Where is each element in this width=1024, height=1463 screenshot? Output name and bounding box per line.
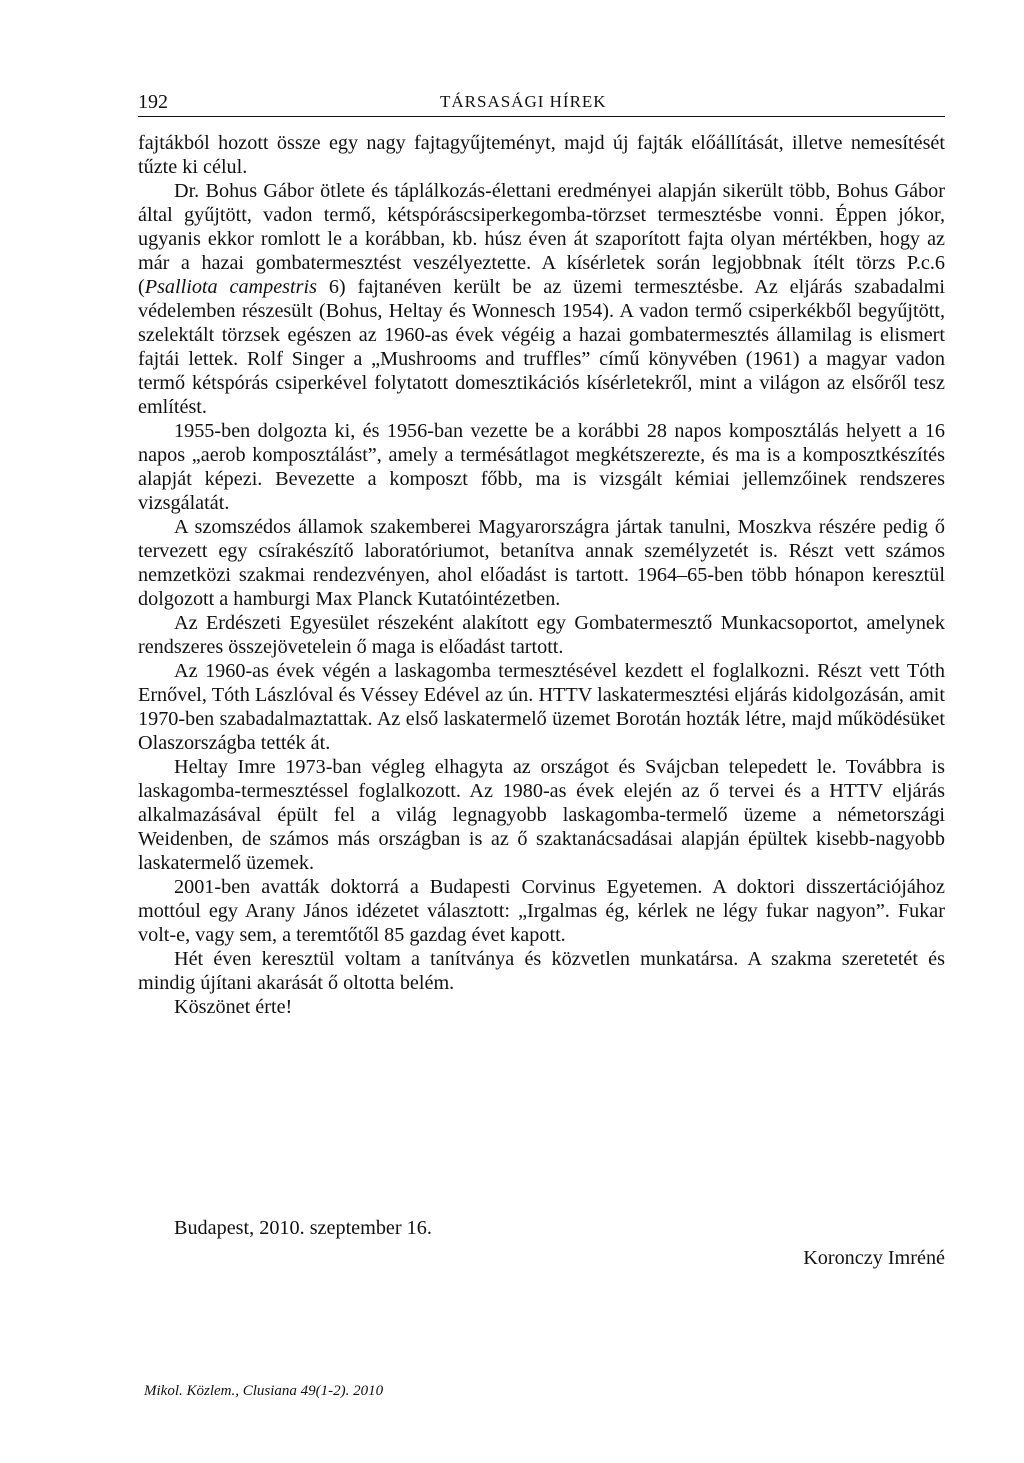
paragraph-6: Az 1960-as évek végén a laskagomba termesztésével kezdett el foglalkozni. Részt vett Tóth Ernővel, Tóth Lászlóval és Véssey Edével az ún. HTTV laskatermesztési eljárás kidolgozásán, amit 1970-ben szabadalmaztattak. Az első laskatermelő üzemet Borotán hozták létre, majd működésüket Olaszországba tették át.	[138, 660, 945, 754]
paragraph-9: Hét éven keresztül voltam a tanítványa és közvetlen munkatársa. A szakma szeretetét és mindig újítani akarását ő oltotta belém.	[138, 948, 945, 994]
paragraph-1: fajtákból hozott össze egy nagy fajtagyűjteményt, majd új fajták előállítását, illetve nemesítését tűzte ki célul.	[138, 132, 945, 178]
paragraph-10: Köszönet érte!	[174, 996, 293, 1018]
paragraph-3: 1955-ben dolgozta ki, és 1956-ban vezette be a korábbi 28 napos komposztálás helyett a 16 napos „aerob komposztálást”, amely a termésátlagot megkétszerezte, és ma is a komposztkészítés alapját képezi. Bevezette a komposzt főbb, ma is vizsgált kémiai jellemzőinek rendszeres vizsgálatát.	[138, 420, 945, 514]
paragraph-2-start: Dr. Bohus Gábor ötlete és táplálkozás-élettani eredményei alapján sikerült több, Bohus Gábor által gyűjtött, vadon termő, kétspóráscsiperkegomba-törzset termesztésbe vonni. Éppen jókor, ugyanis ekkor romlott le a korábban, kb. húsz éven át szaporított fajta olyan mértékben, hogy az már a hazai gombatermesztést veszélyeztette. A kísérletek során legjobbnak ítélt törzs P.c.6 (	[138, 180, 945, 298]
paragraph-8: 2001-ben avatták doktorrá a Budapesti Corvinus Egyetemen. A doktori disszertációjához mottóul egy Arany János idézetet választott: „Irgalmas ég, kérlek ne légy fukar nagyon”. Fukar volt-e, vagy sem, a teremtőtől 85 gazdag évet kapott.	[138, 876, 945, 946]
place-date: Budapest, 2010. szeptember 16.	[174, 1217, 432, 1239]
journal-citation: Mikol. Közlem., Clusiana 49(1-2). 2010	[144, 1383, 384, 1399]
paragraph-5: Az Erdészeti Egyesület részeként alakított egy Gombatermesztő Munkacsoportot, amelynek rendszeres összejövetelein ő maga is előadást tartott.	[138, 612, 945, 658]
paragraph-4: A szomszédos államok szakemberei Magyarországra jártak tanulni, Moszkva részére pedig ő tervezett egy csírakészítő laboratóriumot, betanítva annak személyzetét is. Részt vett számos nemzetközi szakmai rendezvényen, ahol előadást is tartott. 1964–65-ben több hónapon keresztül dolgozott a hamburgi Max Planck Kutatóintézetben.	[138, 516, 945, 610]
author-signature: Koronczy Imréné	[803, 1247, 945, 1269]
paragraph-7: Heltay Imre 1973-ban végleg elhagyta az országot és Svájcban telepedett le. Továbbra is laskagomba-termesztéssel foglalkozott. Az 1980-as évek elején az ő tervei és a HTTV eljárás alkalmazásával épült fel a világ legnagyobb laskagomba-termelő üzeme a németországi Weidenben, de számos más országban is az ő szaktanácsadásai alapján épültek kisebb-nagyobb laskatermelő üzemek.	[138, 756, 945, 874]
article-body	[138, 131, 945, 1019]
paragraph-2	[138, 179, 945, 419]
running-head: TÁRSASÁGI HÍREK	[440, 92, 607, 111]
page-number: 192	[138, 91, 168, 113]
page-header	[138, 92, 945, 117]
paragraph-2-end: 6) fajtanéven került be az üzemi termesztésbe. Az eljárás szabadalmi védelemben részesült (Bohus, Heltay és Wonnesch 1954). A vadon termő csiperkékből begyűjtött, szelektált törzsek egészen az 1960-as évek végéig a hazai gombatermesztés államilag is elismert fajtái lettek. Rolf Singer a „Mushrooms and truffles” című könyvében (1961) a magyar vadon termő kétspórás csiperkével folytatott domesztikációs kísérletekről, mint a világon az elsőről tesz említést.	[138, 276, 945, 418]
species-name: Psalliota campestris	[144, 276, 317, 298]
